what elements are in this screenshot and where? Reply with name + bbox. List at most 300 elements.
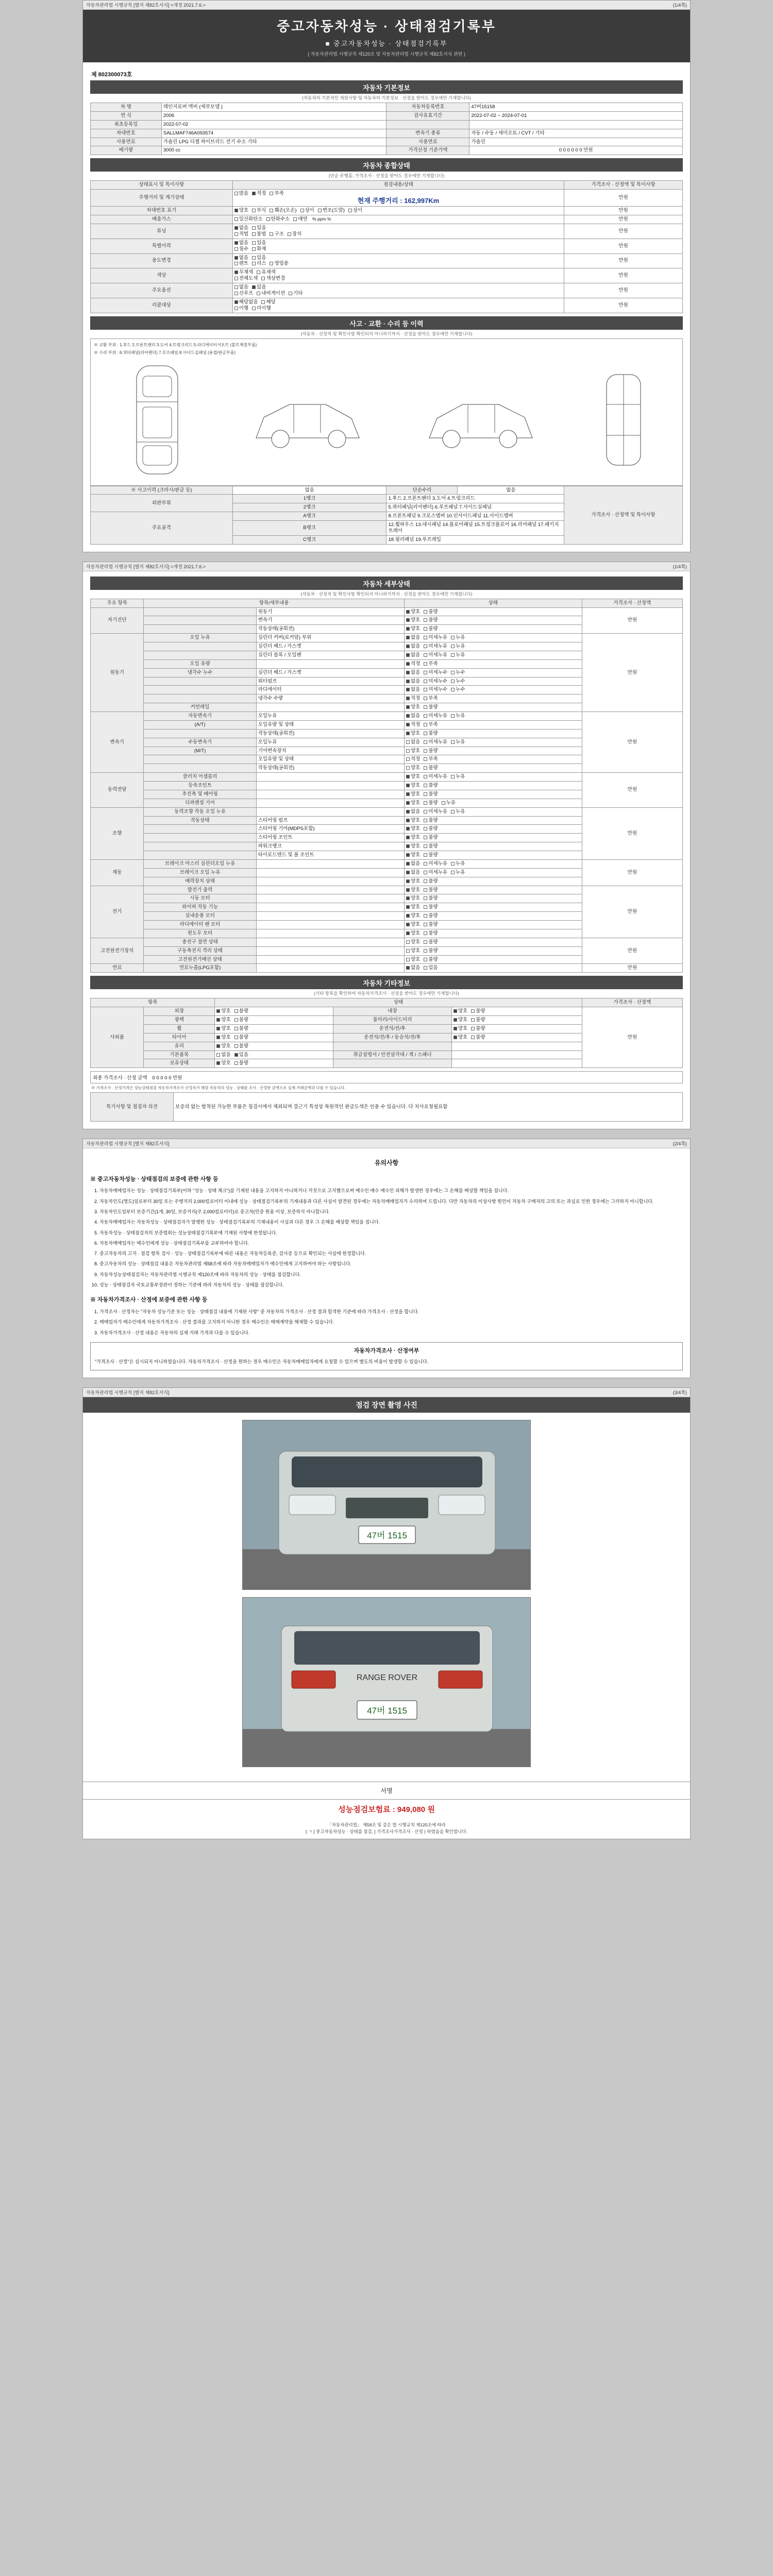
- checkbox-icon[interactable]: [406, 732, 410, 735]
- checkbox-icon[interactable]: [234, 270, 238, 274]
- detail-3-0-option-2[interactable]: 누유: [451, 774, 465, 780]
- detail-7-2-option-0[interactable]: 양호: [406, 957, 420, 963]
- checkbox-icon[interactable]: [406, 740, 410, 744]
- checkbox-icon[interactable]: [424, 896, 427, 900]
- detail-state-7-0[interactable]: [404, 938, 582, 946]
- checkbox-icon[interactable]: [406, 871, 410, 874]
- other-state-2[interactable]: [215, 1024, 333, 1033]
- checkbox-icon[interactable]: [424, 688, 427, 691]
- checkbox-icon[interactable]: [406, 784, 410, 787]
- overall-0-option-0[interactable]: 많음: [234, 191, 248, 197]
- detail-1-6-option-2[interactable]: 누수: [451, 687, 465, 693]
- checkbox-icon[interactable]: [406, 697, 410, 700]
- detail-7-0-option-1[interactable]: 불량: [424, 939, 438, 945]
- checkbox-icon[interactable]: [406, 966, 410, 970]
- checkbox-icon[interactable]: [451, 775, 455, 778]
- detail-5-1-option-2[interactable]: 누유: [451, 870, 465, 876]
- checkbox-icon[interactable]: [424, 853, 427, 857]
- detail-1-0-option-0[interactable]: 없음: [406, 635, 420, 641]
- overall-1-option-1[interactable]: 부식: [252, 208, 266, 214]
- overall-sub-6-option-1[interactable]: 색상변경: [261, 276, 285, 282]
- checkbox-icon[interactable]: [406, 653, 410, 657]
- detail-2-4-option-0[interactable]: 양호: [406, 748, 420, 754]
- detail-3-1-option-0[interactable]: 양호: [406, 783, 420, 789]
- overall-state-4[interactable]: [232, 239, 564, 253]
- checkbox-icon[interactable]: [234, 1036, 238, 1039]
- detail-4-1-option-0[interactable]: 양호: [406, 818, 420, 824]
- other2-1-option-1[interactable]: 불량: [471, 1017, 485, 1023]
- checkbox-icon[interactable]: [406, 836, 410, 839]
- checkbox-icon[interactable]: [453, 1018, 457, 1022]
- detail-1-5-option-2[interactable]: 누수: [451, 679, 465, 685]
- detail-6-5-option-0[interactable]: 양호: [406, 930, 420, 937]
- checkbox-icon[interactable]: [424, 732, 427, 735]
- detail-state-3-1[interactable]: [404, 782, 582, 790]
- overall-sub-7-option-1[interactable]: 내비게이션: [257, 291, 285, 297]
- other-state-3[interactable]: [215, 1033, 333, 1042]
- detail-2-3-option-2[interactable]: 누유: [451, 739, 465, 745]
- detail-4-3-option-1[interactable]: 불량: [424, 835, 438, 841]
- detail-state-2-3[interactable]: [404, 738, 582, 747]
- detail-state-2-5[interactable]: [404, 755, 582, 764]
- overall-8-option-0[interactable]: 해당없음: [234, 299, 258, 306]
- other2-0-option-0[interactable]: 양호: [453, 1008, 467, 1014]
- detail-2-0-option-2[interactable]: 누유: [451, 713, 465, 719]
- detail-2-1-option-1[interactable]: 부족: [424, 722, 438, 728]
- checkbox-icon[interactable]: [234, 300, 238, 304]
- overall-7-option-0[interactable]: 없음: [234, 284, 248, 291]
- overall-sub-8-option-0[interactable]: 이행: [234, 306, 248, 312]
- overall-1-option-3[interactable]: 상이: [300, 208, 314, 214]
- checkbox-icon[interactable]: [293, 217, 297, 221]
- detail-state-6-4[interactable]: [404, 921, 582, 929]
- checkbox-icon[interactable]: [234, 1018, 238, 1022]
- other-4-option-0[interactable]: 양호: [216, 1043, 230, 1049]
- overall-state-5[interactable]: [232, 253, 564, 268]
- other-state2-5[interactable]: [451, 1050, 582, 1059]
- detail-state-5-2[interactable]: [404, 877, 582, 886]
- overall-sub-7-option-2[interactable]: 기타: [289, 291, 303, 297]
- checkbox-icon[interactable]: [252, 256, 256, 260]
- detail-7-0-option-0[interactable]: 양호: [406, 939, 420, 945]
- detail-5-0-option-1[interactable]: 미세누유: [424, 861, 447, 867]
- checkbox-icon[interactable]: [424, 697, 427, 700]
- other-2-option-0[interactable]: 양호: [216, 1026, 230, 1032]
- detail-6-0-option-0[interactable]: 양호: [406, 887, 420, 893]
- checkbox-icon[interactable]: [451, 688, 455, 691]
- checkbox-icon[interactable]: [424, 618, 427, 622]
- checkbox-icon[interactable]: [424, 923, 427, 926]
- overall-2-option-1[interactable]: 탄화수소: [266, 216, 290, 223]
- overall-state-3[interactable]: [232, 224, 564, 239]
- detail-3-2-option-0[interactable]: 양호: [406, 791, 420, 798]
- detail-1-4-option-0[interactable]: 없음: [406, 670, 420, 676]
- detail-3-1-option-1[interactable]: 불량: [424, 783, 438, 789]
- overall-6-option-1[interactable]: 유채색: [257, 269, 276, 276]
- overall-3-option-0[interactable]: 없음: [234, 225, 248, 231]
- checkbox-icon[interactable]: [252, 209, 256, 212]
- checkbox-icon[interactable]: [234, 277, 238, 280]
- detail-state-4-0[interactable]: [404, 807, 582, 816]
- checkbox-icon[interactable]: [406, 844, 410, 848]
- checkbox-icon[interactable]: [424, 653, 427, 657]
- detail-1-0-option-2[interactable]: 누유: [451, 635, 465, 641]
- detail-state-1-0[interactable]: [404, 634, 582, 642]
- detail-3-3-option-1[interactable]: 불량: [424, 800, 438, 806]
- checkbox-icon[interactable]: [451, 740, 455, 744]
- other-6-option-0[interactable]: 양호: [216, 1060, 230, 1066]
- checkbox-icon[interactable]: [252, 307, 256, 310]
- other-state2-3[interactable]: [451, 1033, 582, 1042]
- overall-sub-8-option-1[interactable]: 미이행: [252, 306, 271, 312]
- overall-state-7[interactable]: [232, 283, 564, 298]
- detail-state-2-4[interactable]: [404, 747, 582, 755]
- other-6-option-1[interactable]: 불량: [234, 1060, 248, 1066]
- checkbox-icon[interactable]: [406, 775, 410, 778]
- detail-4-4-option-0[interactable]: 양호: [406, 843, 420, 850]
- checkbox-icon[interactable]: [289, 292, 292, 295]
- checkbox-icon[interactable]: [234, 285, 238, 289]
- checkbox-icon[interactable]: [406, 636, 410, 639]
- checkbox-icon[interactable]: [270, 192, 273, 195]
- overall-1-option-0[interactable]: 양호: [234, 208, 248, 214]
- detail-1-4-option-1[interactable]: 미세누수: [424, 670, 447, 676]
- checkbox-icon[interactable]: [406, 618, 410, 622]
- other-state2-1[interactable]: [451, 1016, 582, 1025]
- detail-3-3-option-0[interactable]: 양호: [406, 800, 420, 806]
- checkbox-icon[interactable]: [234, 209, 238, 212]
- detail-5-2-option-1[interactable]: 불량: [424, 878, 438, 885]
- checkbox-icon[interactable]: [406, 766, 410, 770]
- detail-2-5-option-0[interactable]: 적정: [406, 756, 420, 762]
- checkbox-icon[interactable]: [406, 671, 410, 674]
- checkbox-icon[interactable]: [216, 1053, 220, 1057]
- other-state-5[interactable]: [215, 1050, 333, 1059]
- detail-1-6-option-1[interactable]: 미세누수: [424, 687, 447, 693]
- other-state-0[interactable]: [215, 1007, 333, 1016]
- checkbox-icon[interactable]: [451, 653, 455, 657]
- overall-state-2[interactable]: [232, 215, 564, 224]
- detail-state-1-5[interactable]: [404, 677, 582, 686]
- overall-0-option-1[interactable]: 적정: [252, 191, 266, 197]
- detail-0-2-option-1[interactable]: 불량: [424, 626, 438, 632]
- other2-2-option-0[interactable]: 양호: [453, 1026, 467, 1032]
- detail-6-1-option-1[interactable]: 불량: [424, 895, 438, 902]
- overall-sub-5-option-0[interactable]: 렌트: [234, 261, 248, 267]
- detail-1-5-option-1[interactable]: 미세누수: [424, 679, 447, 685]
- detail-1-1-option-2[interactable]: 누유: [451, 643, 465, 650]
- detail-2-3-option-0[interactable]: 없음: [406, 739, 420, 745]
- checkbox-icon[interactable]: [257, 270, 260, 274]
- detail-1-2-option-2[interactable]: 누유: [451, 652, 465, 658]
- detail-5-0-option-2[interactable]: 누유: [451, 861, 465, 867]
- detail-1-3-option-0[interactable]: 적정: [406, 661, 420, 667]
- checkbox-icon[interactable]: [300, 209, 304, 212]
- checkbox-icon[interactable]: [216, 1061, 220, 1065]
- detail-1-3-option-1[interactable]: 부족: [424, 661, 438, 667]
- checkbox-icon[interactable]: [471, 1009, 475, 1013]
- checkbox-icon[interactable]: [451, 680, 455, 683]
- detail-6-5-option-1[interactable]: 불량: [424, 930, 438, 937]
- detail-state-8-0[interactable]: [404, 964, 582, 973]
- detail-2-1-option-0[interactable]: 적정: [406, 722, 420, 728]
- detail-2-6-option-1[interactable]: 불량: [424, 765, 438, 771]
- overall-4-option-1[interactable]: 있음: [252, 240, 266, 246]
- checkbox-icon[interactable]: [406, 723, 410, 726]
- checkbox-icon[interactable]: [424, 775, 427, 778]
- overall-sub-5-option-1[interactable]: 리스: [252, 261, 266, 267]
- detail-state-1-8[interactable]: [404, 703, 582, 712]
- checkbox-icon[interactable]: [406, 627, 410, 631]
- detail-2-6-option-0[interactable]: 양호: [406, 765, 420, 771]
- detail-state-2-2[interactable]: [404, 729, 582, 738]
- checkbox-icon[interactable]: [406, 680, 410, 683]
- other-state2-0[interactable]: [451, 1007, 582, 1016]
- detail-6-1-option-0[interactable]: 양호: [406, 895, 420, 902]
- overall-sub-4-option-0[interactable]: 침수: [234, 246, 248, 252]
- detail-6-3-option-0[interactable]: 양호: [406, 913, 420, 919]
- checkbox-icon[interactable]: [406, 958, 410, 961]
- other-1-option-1[interactable]: 불량: [234, 1017, 248, 1023]
- detail-4-5-option-1[interactable]: 불량: [424, 852, 438, 858]
- checkbox-icon[interactable]: [451, 645, 455, 648]
- checkbox-icon[interactable]: [318, 209, 322, 212]
- checkbox-icon[interactable]: [406, 714, 410, 718]
- detail-state-7-2[interactable]: [404, 955, 582, 964]
- checkbox-icon[interactable]: [424, 888, 427, 892]
- checkbox-icon[interactable]: [424, 844, 427, 848]
- detail-3-0-option-0[interactable]: 양호: [406, 774, 420, 780]
- checkbox-icon[interactable]: [234, 226, 238, 230]
- detail-state-0-0[interactable]: [404, 607, 582, 616]
- detail-4-5-option-0[interactable]: 양호: [406, 852, 420, 858]
- detail-6-0-option-1[interactable]: 불량: [424, 887, 438, 893]
- detail-6-2-option-1[interactable]: 불량: [424, 904, 438, 910]
- detail-2-0-option-0[interactable]: 없음: [406, 713, 420, 719]
- detail-4-0-option-0[interactable]: 없음: [406, 809, 420, 815]
- checkbox-icon[interactable]: [261, 300, 265, 304]
- checkbox-icon[interactable]: [406, 749, 410, 753]
- checkbox-icon[interactable]: [406, 757, 410, 761]
- detail-state-6-1[interactable]: [404, 894, 582, 903]
- overall-state-8[interactable]: [232, 298, 564, 313]
- other-state2-2[interactable]: [451, 1024, 582, 1033]
- detail-4-0-option-2[interactable]: 누유: [451, 809, 465, 815]
- detail-1-1-option-0[interactable]: 없음: [406, 643, 420, 650]
- checkbox-icon[interactable]: [406, 896, 410, 900]
- checkbox-icon[interactable]: [451, 636, 455, 639]
- detail-state-3-2[interactable]: [404, 790, 582, 799]
- checkbox-icon[interactable]: [424, 627, 427, 631]
- other-state2-4[interactable]: [451, 1042, 582, 1050]
- checkbox-icon[interactable]: [406, 888, 410, 892]
- detail-state-2-6[interactable]: [404, 764, 582, 773]
- checkbox-icon[interactable]: [406, 923, 410, 926]
- overall-7-option-1[interactable]: 있음: [252, 284, 266, 291]
- detail-1-7-option-0[interactable]: 적정: [406, 696, 420, 702]
- checkbox-icon[interactable]: [216, 1018, 220, 1022]
- checkbox-icon[interactable]: [234, 241, 238, 245]
- checkbox-icon[interactable]: [406, 819, 410, 822]
- detail-state-1-4[interactable]: [404, 668, 582, 677]
- checkbox-icon[interactable]: [424, 749, 427, 753]
- detail-1-4-option-2[interactable]: 누수: [451, 670, 465, 676]
- detail-state-3-3[interactable]: [404, 799, 582, 807]
- checkbox-icon[interactable]: [451, 671, 455, 674]
- checkbox-icon[interactable]: [348, 209, 352, 212]
- detail-6-4-option-1[interactable]: 불량: [424, 922, 438, 928]
- checkbox-icon[interactable]: [471, 1027, 475, 1030]
- checkbox-icon[interactable]: [424, 714, 427, 718]
- detail-5-1-option-0[interactable]: 없음: [406, 870, 420, 876]
- detail-3-3-option-2[interactable]: 누유: [442, 800, 456, 806]
- detail-state-0-2[interactable]: [404, 625, 582, 634]
- other-state-6[interactable]: [215, 1059, 333, 1068]
- checkbox-icon[interactable]: [451, 810, 455, 814]
- overall-sub2-3-option-0[interactable]: 구조: [270, 231, 283, 238]
- checkbox-icon[interactable]: [406, 914, 410, 918]
- detail-0-0-option-1[interactable]: 불량: [424, 609, 438, 615]
- other2-0-option-1[interactable]: 불량: [471, 1008, 485, 1014]
- checkbox-icon[interactable]: [406, 827, 410, 831]
- checkbox-icon[interactable]: [424, 871, 427, 874]
- checkbox-icon[interactable]: [252, 226, 256, 230]
- other-4-option-1[interactable]: 불량: [234, 1043, 248, 1049]
- checkbox-icon[interactable]: [424, 671, 427, 674]
- detail-1-0-option-1[interactable]: 미세누유: [424, 635, 447, 641]
- checkbox-icon[interactable]: [442, 801, 445, 805]
- detail-5-1-option-1[interactable]: 미세누유: [424, 870, 447, 876]
- checkbox-icon[interactable]: [234, 262, 238, 265]
- other-3-option-1[interactable]: 불량: [234, 1035, 248, 1041]
- detail-4-1-option-1[interactable]: 불량: [424, 818, 438, 824]
- checkbox-icon[interactable]: [424, 740, 427, 744]
- detail-8-0-option-0[interactable]: 없음: [406, 965, 420, 971]
- detail-0-1-option-0[interactable]: 양호: [406, 617, 420, 623]
- detail-state-4-3[interactable]: [404, 834, 582, 842]
- checkbox-icon[interactable]: [471, 1018, 475, 1022]
- checkbox-icon[interactable]: [261, 277, 265, 280]
- other-1-option-0[interactable]: 양호: [216, 1017, 230, 1023]
- detail-1-8-option-1[interactable]: 불량: [424, 704, 438, 710]
- detail-2-2-option-1[interactable]: 불량: [424, 731, 438, 737]
- detail-1-2-option-0[interactable]: 없음: [406, 652, 420, 658]
- overall-sub-6-option-0[interactable]: 전체도색: [234, 276, 258, 282]
- checkbox-icon[interactable]: [424, 784, 427, 787]
- checkbox-icon[interactable]: [216, 1009, 220, 1013]
- checkbox-icon[interactable]: [406, 949, 410, 953]
- detail-state-1-6[interactable]: [404, 686, 582, 694]
- detail-4-2-option-1[interactable]: 불량: [424, 826, 438, 832]
- other-5-option-0[interactable]: 없음: [216, 1052, 230, 1058]
- overall-sub2-3-option-1[interactable]: 장치: [288, 231, 301, 238]
- checkbox-icon[interactable]: [252, 192, 256, 195]
- detail-state-5-1[interactable]: [404, 868, 582, 877]
- checkbox-icon[interactable]: [406, 810, 410, 814]
- detail-state-6-0[interactable]: [404, 886, 582, 894]
- detail-2-2-option-0[interactable]: 양호: [406, 731, 420, 737]
- checkbox-icon[interactable]: [270, 209, 273, 212]
- detail-state-7-1[interactable]: [404, 946, 582, 955]
- checkbox-icon[interactable]: [252, 262, 256, 265]
- detail-state-1-1[interactable]: [404, 642, 582, 651]
- checkbox-icon[interactable]: [424, 827, 427, 831]
- other-state2-6[interactable]: [451, 1059, 582, 1068]
- checkbox-icon[interactable]: [424, 705, 427, 709]
- overall-6-option-0[interactable]: 무채색: [234, 269, 254, 276]
- detail-state-3-0[interactable]: [404, 773, 582, 782]
- checkbox-icon[interactable]: [406, 931, 410, 935]
- checkbox-icon[interactable]: [234, 232, 238, 236]
- overall-8-option-1[interactable]: 해당: [261, 299, 275, 306]
- detail-state-6-2[interactable]: [404, 903, 582, 912]
- checkbox-icon[interactable]: [406, 879, 410, 883]
- checkbox-icon[interactable]: [266, 217, 270, 221]
- overall-0-option-2[interactable]: 부족: [270, 191, 283, 197]
- detail-8-0-option-1[interactable]: 있음: [424, 965, 438, 971]
- checkbox-icon[interactable]: [252, 241, 256, 245]
- checkbox-icon[interactable]: [406, 940, 410, 944]
- overall-state-0[interactable]: [232, 190, 564, 207]
- checkbox-icon[interactable]: [406, 688, 410, 691]
- detail-state-2-1[interactable]: [404, 720, 582, 729]
- checkbox-icon[interactable]: [453, 1036, 457, 1039]
- checkbox-icon[interactable]: [234, 1053, 238, 1057]
- checkbox-icon[interactable]: [424, 723, 427, 726]
- detail-state-6-3[interactable]: [404, 912, 582, 921]
- detail-5-0-option-0[interactable]: 없음: [406, 861, 420, 867]
- detail-1-5-option-0[interactable]: 없음: [406, 679, 420, 685]
- detail-6-4-option-0[interactable]: 양호: [406, 922, 420, 928]
- detail-state-1-7[interactable]: [404, 694, 582, 703]
- checkbox-icon[interactable]: [424, 879, 427, 883]
- checkbox-icon[interactable]: [406, 610, 410, 614]
- checkbox-icon[interactable]: [424, 680, 427, 683]
- other-state-4[interactable]: [215, 1042, 333, 1050]
- checkbox-icon[interactable]: [424, 636, 427, 639]
- detail-state-4-1[interactable]: [404, 816, 582, 825]
- checkbox-icon[interactable]: [424, 610, 427, 614]
- detail-4-2-option-0[interactable]: 양호: [406, 826, 420, 832]
- overall-2-option-2[interactable]: 매연: [293, 216, 307, 223]
- overall-state-1[interactable]: [232, 207, 564, 215]
- checkbox-icon[interactable]: [406, 662, 410, 666]
- overall-sub-5-option-2[interactable]: 영업용: [270, 261, 289, 267]
- checkbox-icon[interactable]: [424, 819, 427, 822]
- detail-2-0-option-1[interactable]: 미세누유: [424, 713, 447, 719]
- checkbox-icon[interactable]: [216, 1044, 220, 1048]
- detail-1-1-option-1[interactable]: 미세누유: [424, 643, 447, 650]
- detail-1-2-option-1[interactable]: 미세누유: [424, 652, 447, 658]
- checkbox-icon[interactable]: [451, 714, 455, 718]
- checkbox-icon[interactable]: [234, 247, 238, 251]
- checkbox-icon[interactable]: [406, 705, 410, 709]
- checkbox-icon[interactable]: [234, 256, 238, 260]
- checkbox-icon[interactable]: [424, 757, 427, 761]
- overall-3-option-1[interactable]: 있음: [252, 225, 266, 231]
- other-5-option-1[interactable]: 있음: [234, 1052, 248, 1058]
- checkbox-icon[interactable]: [252, 232, 256, 236]
- detail-6-3-option-1[interactable]: 불량: [424, 913, 438, 919]
- other2-3-option-0[interactable]: 양호: [453, 1035, 467, 1041]
- other-3-option-0[interactable]: 양호: [216, 1035, 230, 1041]
- checkbox-icon[interactable]: [424, 662, 427, 666]
- checkbox-icon[interactable]: [451, 862, 455, 866]
- overall-5-option-0[interactable]: 없음: [234, 255, 248, 261]
- detail-3-2-option-1[interactable]: 불량: [424, 791, 438, 798]
- checkbox-icon[interactable]: [234, 292, 238, 295]
- detail-state-4-2[interactable]: [404, 825, 582, 834]
